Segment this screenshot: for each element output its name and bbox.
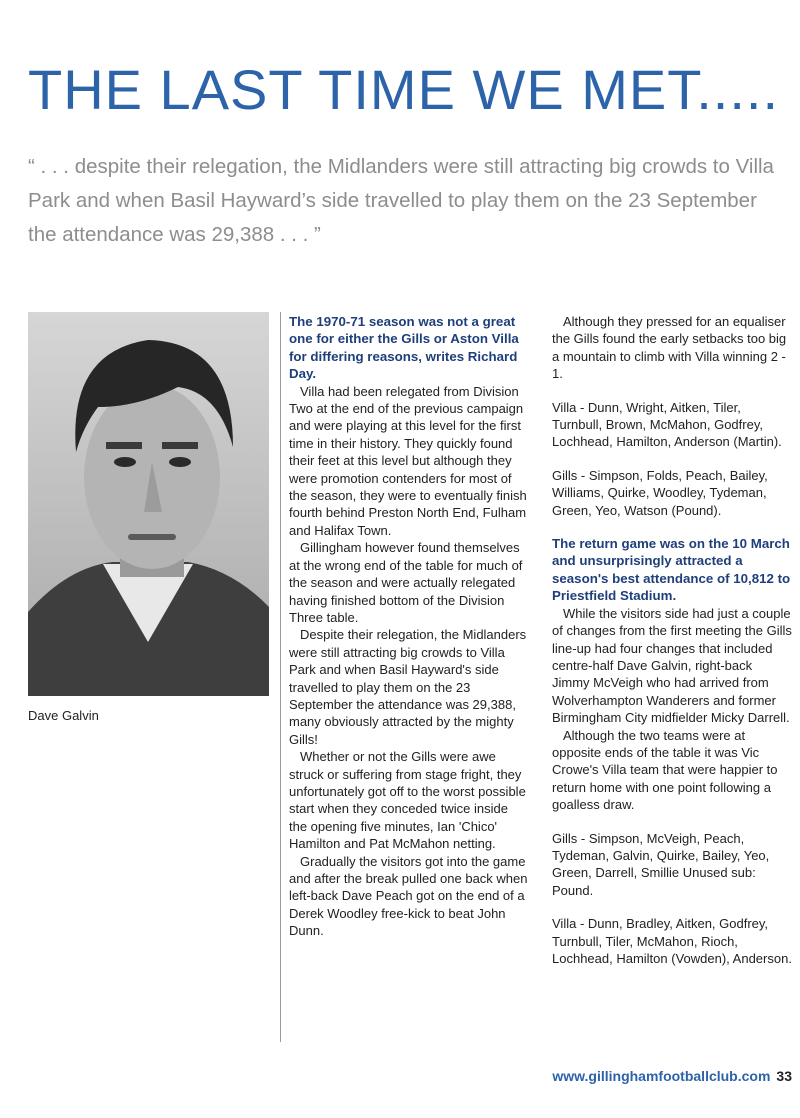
pull-quote: “ . . . despite their relegation, the Midlanders were still attracting big crowds to Villa Park and when Basil Hayward’s side travelled to play them on the 23 September the attendance was 29,388 . . . ” xyxy=(28,155,774,246)
article-paragraph: Villa had been relegated from Division Two at the end of the previous campaign and were playing at this level for the first time in their history. They quickly found their feet at this level but although they were promotion contenders for most of the season, they were to eventually finish fourth behind Preston North End, Fulham and Halifax Town. xyxy=(289,383,527,538)
team-lineup: Villa - Dunn, Wright, Aitken, Tiler, Turnbull, Brown, McMahon, Godfrey, Lochhead, Hamilton, Anderson (Martin). xyxy=(552,399,782,450)
footer-url[interactable]: www.gillinghamfootballclub.com xyxy=(552,1068,771,1084)
article-paragraph: Gradually the visitors got into the game and after the break pulled one back when left-back Dave Peach got on the end of a Derek Woodley free-kick to beat John Dunn. xyxy=(289,853,528,939)
article-paragraph: Whether or not the Gills were awe struck or suffering from stage fright, they unfortunately got off to the worst possible start when they conceded twice inside the opening five minutes, Ian 'Chico' Hamilton and Pat McMahon netting. xyxy=(289,749,526,852)
column-divider xyxy=(280,312,281,1042)
portrait-photo-icon xyxy=(28,312,269,696)
article-paragraph: Gillingham however found themselves at the wrong end of the table for much of the season and were actually relegated having finished bottom of the Division Three table. xyxy=(289,540,523,625)
page-footer xyxy=(552,1068,792,1084)
article-paragraph: While the visitors side had just a couple of changes from the first meeting the Gills line-up had four changes that included centre-half Dave Galvin, right-back Jimmy McVeigh who had arrived from Wolverhampton Wanderers and former Birmingham City midfielder Micky Darrell. xyxy=(552,605,792,726)
article-paragraph: Despite their relegation, the Midlanders were still attracting big crowds to Villa Park and when Basil Hayward's side travelled to play them on the 23 September the attendance was 29,388, many obviously attracted by the mighty Gills! xyxy=(289,627,527,747)
article-intro: The 1970-71 season was not a great one for either the Gills or Aston Villa for differing reasons, writes Richard Day. xyxy=(289,314,519,382)
team-lineup: Villa - Dunn, Bradley, Aitken, Godfrey, Turnbull, Tiler, McMahon, Rioch, Lochhead, Hamilton (Vowden), Anderson. xyxy=(552,916,792,966)
page-title: THE LAST TIME WE MET..... xyxy=(28,58,780,121)
article-paragraph: Although the two teams were at opposite ends of the table it was Vic Crowe's Villa team that were happier to return home with one point following a goalless draw. xyxy=(552,727,778,813)
page-number: 33 xyxy=(776,1068,792,1084)
article-subhead: The return game was on the 10 March and unsurprisingly attracted a season's best attendance of 10,812 to Priestfield Stadium. xyxy=(552,536,791,604)
article-paragraph: Although they pressed for an equaliser the Gills found the early setbacks too big a mountain to climb with Villa winning 2 - 1. xyxy=(552,314,787,382)
photo-caption: Dave Galvin xyxy=(28,708,99,723)
player-photo xyxy=(28,312,269,696)
article-column-1 xyxy=(289,313,529,940)
article-column-2 xyxy=(552,313,792,967)
team-lineup: Gills - Simpson, McVeigh, Peach, Tydeman, Galvin, Quirke, Bailey, Yeo, Green, Darrell, Smillie Unused sub: Pound. xyxy=(552,830,770,898)
team-lineup: Gills - Simpson, Folds, Peach, Bailey, Williams, Quirke, Woodley, Tydeman, Green, Yeo, Watson (Pound). xyxy=(552,467,768,518)
